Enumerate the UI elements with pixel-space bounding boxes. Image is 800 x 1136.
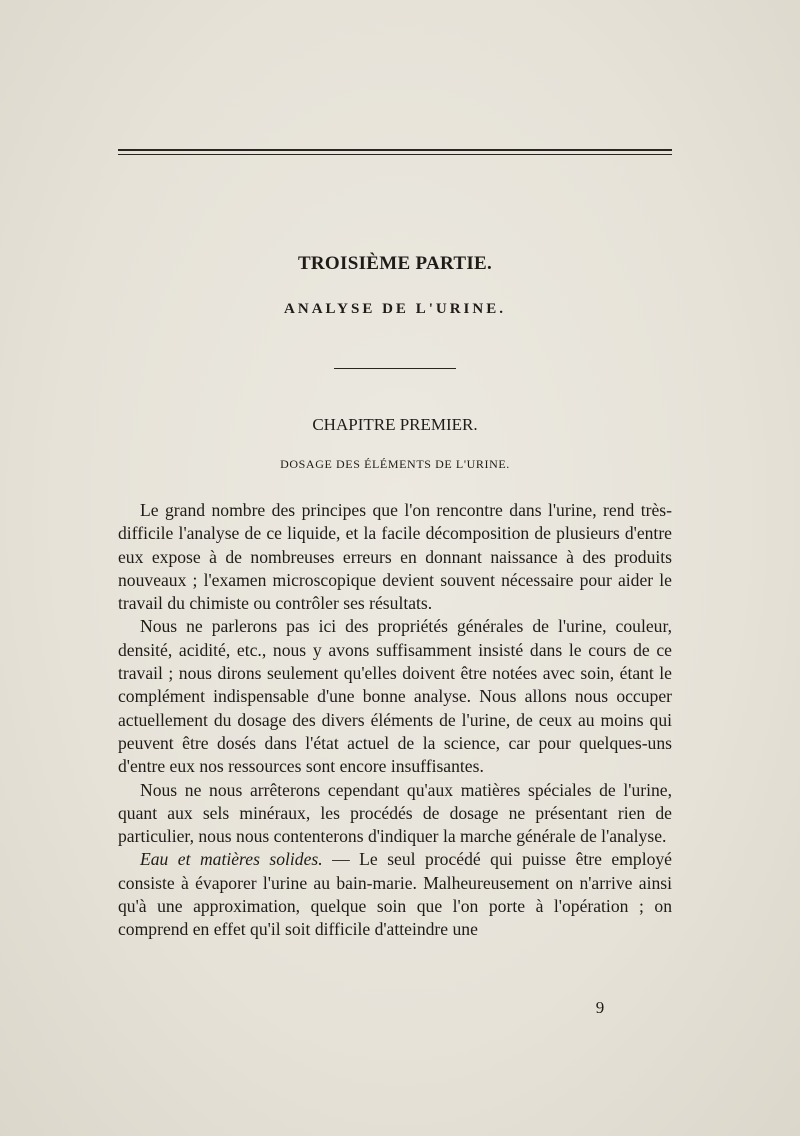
paragraph-4-lead: Eau et matières solides. — [140, 849, 323, 870]
part-subtitle: ANALYSE DE L'URINE. — [284, 301, 506, 317]
section-divider — [334, 368, 456, 369]
chapter-title: CHAPITRE PREMIER. — [312, 415, 478, 434]
header-double-rule — [118, 149, 672, 155]
page-number: 9 — [595, 998, 605, 1017]
paragraph-2: Nous ne parlerons pas ici des propriétés générales de l'urine, couleur, densité, acidité, etc., nous y avons suffisamment insisté dans le cours de ce travail ; nous dirons seulement qu'elles doivent être notées avec soin, étant le complément indispensable d'une bonne analyse. Nous allons nous occuper actuellement du dosage des divers éléments de l'urine, de ceux au moins qui peuvent être dosés dans l'état actuel de la science, car pour quelques-uns d'entre eux nos ressources sont encore insuffisantes. — [118, 616, 672, 777]
paragraph-4-text: — Le seul procédé qui puisse être employé consiste à évaporer l'urine au bain-marie. Malheureusement on n'arrive ainsi qu'à une approximation, quelque soin que l'on porte à l'opération ; on comprend en effet qu'il soit difficile d'atteindre une — [118, 849, 672, 940]
paragraph-4 — [118, 848, 672, 941]
part-title: TROISIÈME PARTIE. — [297, 253, 493, 274]
chapter-subtitle: DOSAGE DES ÉLÉMENTS DE L'URINE. — [280, 457, 510, 471]
paragraph-3: Nous ne nous arrêterons cependant qu'aux matières spéciales de l'urine, quant aux sels minéraux, les procédés de dosage ne présentant rien de particulier, nous nous contenterons d'indiquer la marche générale de l'analyse. — [118, 779, 672, 847]
paragraph-1: Le grand nombre des principes que l'on rencontre dans l'urine, rend très-difficile l'analyse de ce liquide, et la facile décomposition de plusieurs d'entre eux expose à de nombreuses erreurs en donnant naissance à des produits nouveaux ; l'examen microscopique devient souvent nécessaire pour aider le travail du chimiste ou contrôler ses résultats. — [118, 500, 672, 614]
body-text — [118, 499, 672, 942]
